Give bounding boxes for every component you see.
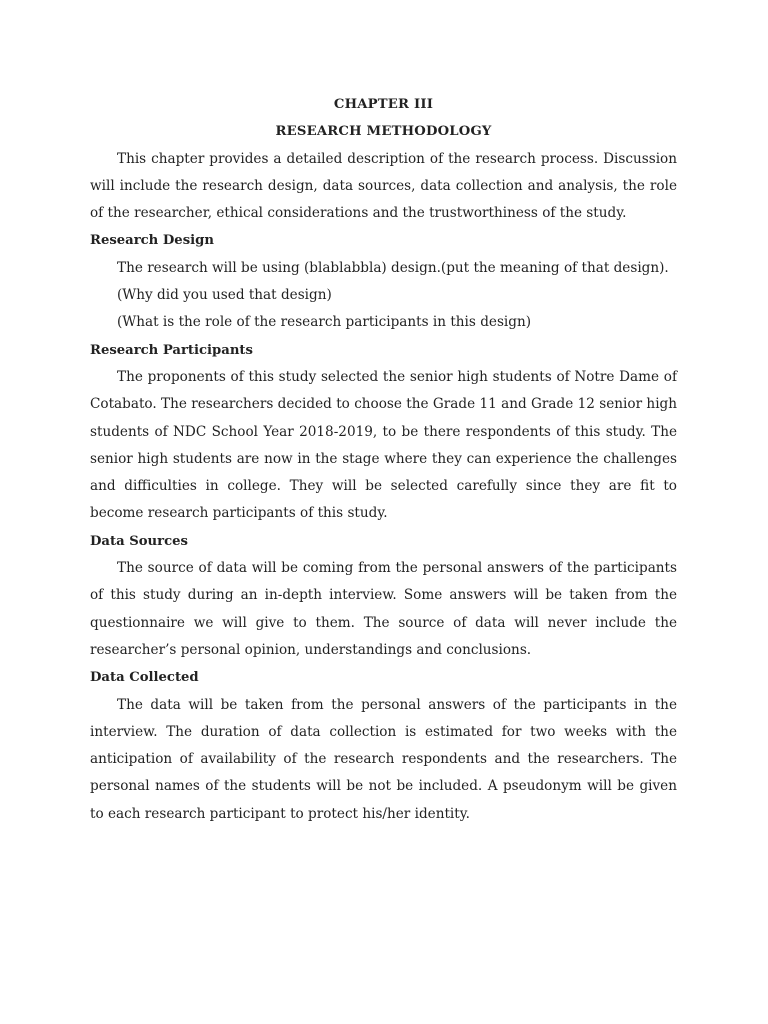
research-participants-paragraph: The proponents of this study selected the senior high students of Notre Dame of Cotabato. The researchers decided to choose the Grade 11 and Grade 12 senior high students of NDC School Year 2018-2019, to be there respondents of this study. The senior high students are now in the stage where they can experience the challenges and difficulties in college. They will be selected carefully since they are fit to become research participants of this study. [90,368,677,522]
data-sources-paragraph: The source of data will be coming from the personal answers of the participants of this study during an in-depth interview. Some answers will be taken from the questionnaire we will give to them. The source of data will never include the researcher’s personal opinion, understandings and conclusions. [90,560,677,658]
intro-paragraph: This chapter provides a detailed description of the research process. Discussion will include the research design, data sources, data collection and analysis, the role of the researcher, ethical considerations and the trustworthiness of the study. [90,150,677,222]
data-sources-heading: Data Sources [90,533,188,549]
document-page [90,91,677,828]
research-participants-heading: Research Participants [90,342,253,358]
chapter-number: CHAPTER III [333,97,434,112]
chapter-title: RESEARCH METHODOLOGY [275,124,492,140]
research-design-note-1: (Why did you used that design) [117,287,332,304]
research-design-paragraph: The research will be using (blablabbla) design.(put the meaning of that design). [117,259,669,276]
research-design-note-2: (What is the role of the research participants in this design) [117,314,532,331]
data-collected-heading: Data Collected [90,670,199,686]
data-collected-paragraph: The data will be taken from the personal answers of the participants in the interview. The duration of data collection is estimated for two weeks with the anticipation of availability of the research respondents and the researchers. The personal names of the students will be not be included. A pseudonym will be given to each research participant to protect his/her identity. [90,696,677,822]
research-design-heading: Research Design [90,233,214,249]
